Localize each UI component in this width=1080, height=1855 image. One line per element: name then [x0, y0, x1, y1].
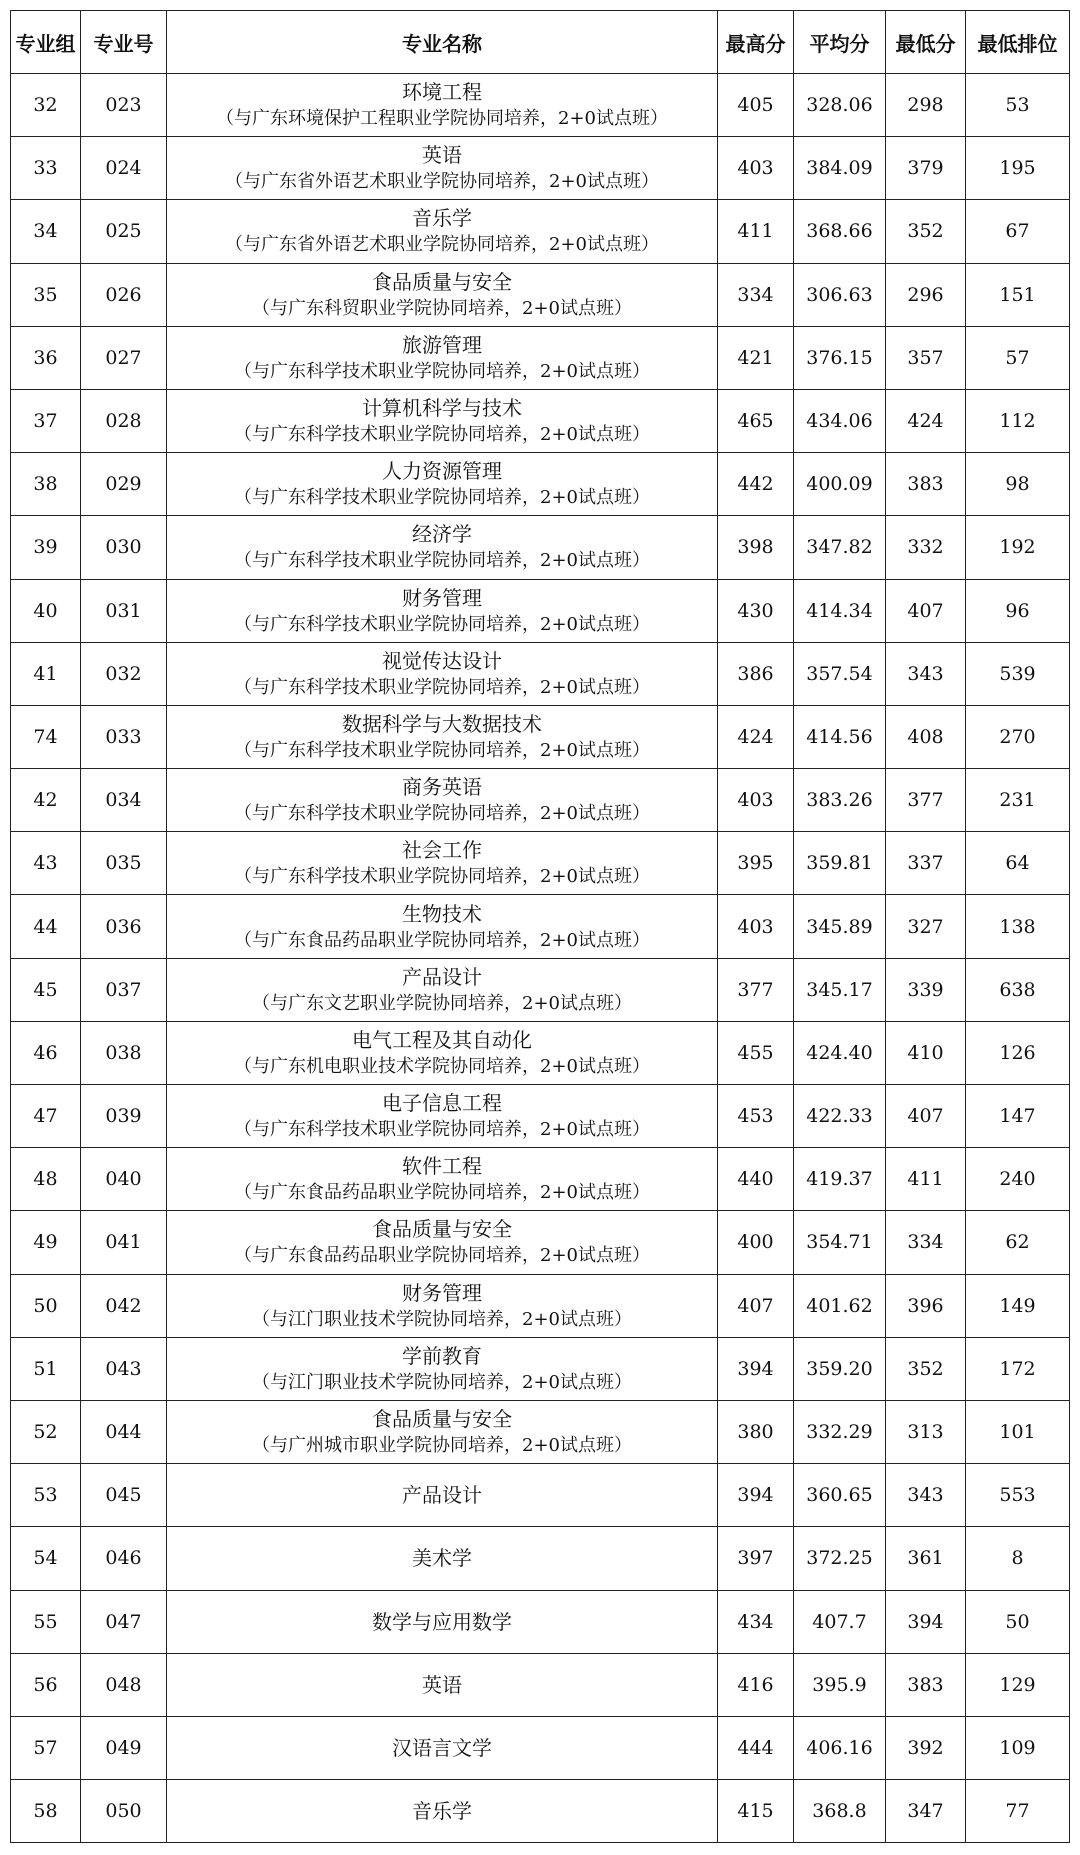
- cell-name: [167, 74, 718, 137]
- major-name: 音乐学: [412, 1799, 472, 1824]
- cell-group: 74: [11, 705, 81, 768]
- major-note: （与广东科学技术职业学院协同培养，2+0试点班）: [234, 613, 650, 635]
- cell-max: 434: [718, 1590, 794, 1653]
- cell-max: 430: [718, 579, 794, 642]
- cell-rank: 553: [966, 1464, 1070, 1527]
- cell-group: 34: [11, 200, 81, 263]
- table-row: [11, 958, 1070, 1021]
- cell-max: 380: [718, 1400, 794, 1463]
- cell-avg: 414.56: [794, 705, 886, 768]
- major-name: 软件工程: [402, 1154, 482, 1179]
- major-note: （与广东文艺职业学院协同培养，2+0试点班）: [252, 992, 632, 1014]
- cell-group: 54: [11, 1527, 81, 1590]
- cell-code: 045: [81, 1464, 167, 1527]
- cell-avg: 359.20: [794, 1337, 886, 1400]
- cell-max: 403: [718, 137, 794, 200]
- major-note: （与广东科学技术职业学院协同培养，2+0试点班）: [234, 1119, 650, 1141]
- cell-min: 339: [886, 958, 966, 1021]
- cell-min: 347: [886, 1780, 966, 1843]
- cell-name: [167, 263, 718, 326]
- cell-rank: 231: [966, 769, 1070, 832]
- major-name: 环境工程: [402, 80, 482, 105]
- cell-avg: 354.71: [794, 1211, 886, 1274]
- admission-score-table: [10, 10, 1070, 1843]
- cell-max: 416: [718, 1653, 794, 1716]
- cell-rank: 62: [966, 1211, 1070, 1274]
- table-row: [11, 769, 1070, 832]
- cell-name: [167, 1274, 718, 1337]
- cell-group: 58: [11, 1780, 81, 1843]
- major-note: （与江门职业技术学院协同培养，2+0试点班）: [252, 1308, 632, 1330]
- cell-code: 034: [81, 769, 167, 832]
- major-note: （与广东环境保护工程职业学院协同培养，2+0试点班）: [216, 108, 668, 130]
- major-note: （与广东省外语艺术职业学院协同培养，2+0试点班）: [225, 171, 659, 193]
- header-avg: 平均分: [794, 11, 886, 74]
- cell-max: 405: [718, 74, 794, 137]
- cell-group: 37: [11, 389, 81, 452]
- major-name: 音乐学: [412, 206, 472, 231]
- table-row: [11, 1464, 1070, 1527]
- cell-code: 037: [81, 958, 167, 1021]
- cell-code: 042: [81, 1274, 167, 1337]
- cell-min: 410: [886, 1021, 966, 1084]
- cell-avg: 395.9: [794, 1653, 886, 1716]
- major-note: （与广东科学技术职业学院协同培养，2+0试点班）: [234, 487, 650, 509]
- cell-min: 337: [886, 832, 966, 895]
- table-row: [11, 1085, 1070, 1148]
- table-row: [11, 263, 1070, 326]
- cell-rank: 101: [966, 1400, 1070, 1463]
- cell-code: 039: [81, 1085, 167, 1148]
- cell-group: 39: [11, 516, 81, 579]
- table-row: [11, 1527, 1070, 1590]
- cell-code: 041: [81, 1211, 167, 1274]
- major-name: 旅游管理: [402, 332, 482, 357]
- major-name: 数学与应用数学: [372, 1609, 512, 1634]
- cell-name: [167, 1400, 718, 1463]
- cell-max: 397: [718, 1527, 794, 1590]
- cell-min: 313: [886, 1400, 966, 1463]
- major-name: 产品设计: [402, 964, 482, 989]
- cell-name: [167, 1780, 718, 1843]
- cell-group: 42: [11, 769, 81, 832]
- major-note: （与广东科学技术职业学院协同培养，2+0试点班）: [234, 360, 650, 382]
- cell-name: [167, 832, 718, 895]
- cell-rank: 240: [966, 1148, 1070, 1211]
- cell-avg: 407.7: [794, 1590, 886, 1653]
- cell-avg: 422.33: [794, 1085, 886, 1148]
- cell-avg: 368.66: [794, 200, 886, 263]
- cell-name: [167, 1211, 718, 1274]
- cell-group: 51: [11, 1337, 81, 1400]
- table-row: [11, 642, 1070, 705]
- cell-rank: 8: [966, 1527, 1070, 1590]
- cell-group: 48: [11, 1148, 81, 1211]
- major-note: （与广东食品药品职业学院协同培养，2+0试点班）: [234, 1182, 650, 1204]
- major-note: （与广东食品药品职业学院协同培养，2+0试点班）: [234, 1245, 650, 1267]
- cell-name: [167, 895, 718, 958]
- header-name: 专业名称: [167, 11, 718, 74]
- cell-group: 45: [11, 958, 81, 1021]
- cell-code: 023: [81, 74, 167, 137]
- cell-rank: 57: [966, 326, 1070, 389]
- cell-min: 394: [886, 1590, 966, 1653]
- cell-group: 40: [11, 579, 81, 642]
- cell-max: 465: [718, 389, 794, 452]
- cell-avg: 357.54: [794, 642, 886, 705]
- cell-group: 43: [11, 832, 81, 895]
- cell-max: 440: [718, 1148, 794, 1211]
- table-row: [11, 1780, 1070, 1843]
- cell-name: [167, 1653, 718, 1716]
- cell-group: 38: [11, 453, 81, 516]
- major-note: （与广东科学技术职业学院协同培养，2+0试点班）: [234, 676, 650, 698]
- cell-group: 47: [11, 1085, 81, 1148]
- cell-rank: 638: [966, 958, 1070, 1021]
- major-name: 社会工作: [402, 838, 482, 863]
- cell-code: 028: [81, 389, 167, 452]
- cell-name: [167, 326, 718, 389]
- cell-min: 343: [886, 1464, 966, 1527]
- cell-avg: 347.82: [794, 516, 886, 579]
- major-name: 汉语言文学: [392, 1735, 492, 1760]
- cell-rank: 77: [966, 1780, 1070, 1843]
- cell-name: [167, 200, 718, 263]
- cell-max: 377: [718, 958, 794, 1021]
- cell-name: [167, 705, 718, 768]
- cell-avg: 328.06: [794, 74, 886, 137]
- cell-rank: 109: [966, 1716, 1070, 1779]
- header-min: 最低分: [886, 11, 966, 74]
- cell-min: 392: [886, 1716, 966, 1779]
- table-row: [11, 200, 1070, 263]
- cell-name: [167, 137, 718, 200]
- major-name: 英语: [422, 143, 462, 168]
- cell-code: 033: [81, 705, 167, 768]
- cell-min: 352: [886, 1337, 966, 1400]
- cell-min: 408: [886, 705, 966, 768]
- cell-max: 421: [718, 326, 794, 389]
- cell-min: 352: [886, 200, 966, 263]
- major-name: 英语: [422, 1672, 462, 1697]
- cell-max: 407: [718, 1274, 794, 1337]
- cell-code: 044: [81, 1400, 167, 1463]
- cell-code: 038: [81, 1021, 167, 1084]
- table-row: [11, 389, 1070, 452]
- cell-name: [167, 1148, 718, 1211]
- cell-min: 396: [886, 1274, 966, 1337]
- major-name: 食品质量与安全: [372, 1217, 512, 1242]
- table-row: [11, 1274, 1070, 1337]
- cell-max: 400: [718, 1211, 794, 1274]
- cell-name: [167, 1716, 718, 1779]
- cell-group: 36: [11, 326, 81, 389]
- table-row: [11, 1590, 1070, 1653]
- major-name: 美术学: [412, 1546, 472, 1571]
- cell-rank: 98: [966, 453, 1070, 516]
- cell-avg: 359.81: [794, 832, 886, 895]
- cell-avg: 414.34: [794, 579, 886, 642]
- major-name: 生物技术: [402, 901, 482, 926]
- cell-name: [167, 958, 718, 1021]
- cell-min: 411: [886, 1148, 966, 1211]
- table-row: [11, 1021, 1070, 1084]
- cell-max: 411: [718, 200, 794, 263]
- cell-code: 030: [81, 516, 167, 579]
- cell-avg: 406.16: [794, 1716, 886, 1779]
- cell-group: 32: [11, 74, 81, 137]
- cell-code: 032: [81, 642, 167, 705]
- cell-name: [167, 1021, 718, 1084]
- cell-rank: 149: [966, 1274, 1070, 1337]
- cell-rank: 195: [966, 137, 1070, 200]
- major-note: （与江门职业技术学院协同培养，2+0试点班）: [252, 1371, 632, 1393]
- cell-max: 444: [718, 1716, 794, 1779]
- cell-max: 403: [718, 895, 794, 958]
- table-body: [11, 74, 1070, 1843]
- cell-max: 395: [718, 832, 794, 895]
- table-row: [11, 1211, 1070, 1274]
- cell-rank: 67: [966, 200, 1070, 263]
- cell-name: [167, 389, 718, 452]
- major-note: （与广东科贸职业学院协同培养，2+0试点班）: [252, 297, 632, 319]
- cell-max: 334: [718, 263, 794, 326]
- cell-group: 46: [11, 1021, 81, 1084]
- cell-max: 453: [718, 1085, 794, 1148]
- cell-max: 386: [718, 642, 794, 705]
- table-row: [11, 705, 1070, 768]
- cell-min: 383: [886, 453, 966, 516]
- major-name: 计算机科学与技术: [362, 396, 522, 421]
- cell-group: 55: [11, 1590, 81, 1653]
- cell-avg: 332.29: [794, 1400, 886, 1463]
- cell-avg: 434.06: [794, 389, 886, 452]
- cell-max: 455: [718, 1021, 794, 1084]
- major-name: 经济学: [412, 522, 472, 547]
- major-name: 财务管理: [402, 585, 482, 610]
- cell-rank: 64: [966, 832, 1070, 895]
- cell-avg: 384.09: [794, 137, 886, 200]
- cell-name: [167, 769, 718, 832]
- cell-code: 048: [81, 1653, 167, 1716]
- major-name: 财务管理: [402, 1280, 482, 1305]
- cell-code: 040: [81, 1148, 167, 1211]
- cell-code: 043: [81, 1337, 167, 1400]
- major-name: 产品设计: [402, 1483, 482, 1508]
- table-row: [11, 1337, 1070, 1400]
- table-row: [11, 1148, 1070, 1211]
- major-note: （与广东科学技术职业学院协同培养，2+0试点班）: [234, 424, 650, 446]
- cell-name: [167, 516, 718, 579]
- cell-avg: 401.62: [794, 1274, 886, 1337]
- cell-code: 050: [81, 1780, 167, 1843]
- cell-avg: 372.25: [794, 1527, 886, 1590]
- cell-min: 332: [886, 516, 966, 579]
- cell-code: 027: [81, 326, 167, 389]
- cell-avg: 360.65: [794, 1464, 886, 1527]
- major-note: （与广东科学技术职业学院协同培养，2+0试点班）: [234, 866, 650, 888]
- cell-min: 296: [886, 263, 966, 326]
- cell-code: 049: [81, 1716, 167, 1779]
- cell-rank: 112: [966, 389, 1070, 452]
- major-note: （与广东科学技术职业学院协同培养，2+0试点班）: [234, 739, 650, 761]
- cell-name: [167, 1527, 718, 1590]
- cell-group: 50: [11, 1274, 81, 1337]
- cell-group: 35: [11, 263, 81, 326]
- cell-code: 031: [81, 579, 167, 642]
- major-name: 电气工程及其自动化: [352, 1027, 532, 1052]
- cell-name: [167, 1590, 718, 1653]
- cell-code: 025: [81, 200, 167, 263]
- cell-min: 424: [886, 389, 966, 452]
- cell-min: 407: [886, 579, 966, 642]
- table-row: [11, 579, 1070, 642]
- cell-min: 361: [886, 1527, 966, 1590]
- cell-group: 44: [11, 895, 81, 958]
- cell-group: 52: [11, 1400, 81, 1463]
- cell-max: 403: [718, 769, 794, 832]
- cell-avg: 376.15: [794, 326, 886, 389]
- cell-rank: 129: [966, 1653, 1070, 1716]
- header-group: 专业组: [11, 11, 81, 74]
- cell-name: [167, 642, 718, 705]
- header-row: [11, 11, 1070, 74]
- header-rank: 最低排位: [966, 11, 1070, 74]
- cell-avg: 345.89: [794, 895, 886, 958]
- cell-name: [167, 1337, 718, 1400]
- cell-max: 442: [718, 453, 794, 516]
- cell-rank: 147: [966, 1085, 1070, 1148]
- header-max: 最高分: [718, 11, 794, 74]
- cell-rank: 192: [966, 516, 1070, 579]
- major-name: 人力资源管理: [382, 459, 502, 484]
- cell-max: 394: [718, 1464, 794, 1527]
- cell-code: 036: [81, 895, 167, 958]
- cell-rank: 96: [966, 579, 1070, 642]
- table-row: [11, 832, 1070, 895]
- cell-name: [167, 1085, 718, 1148]
- major-note: （与广东省外语艺术职业学院协同培养，2+0试点班）: [225, 234, 659, 256]
- major-name: 学前教育: [402, 1343, 482, 1368]
- table-row: [11, 1400, 1070, 1463]
- cell-rank: 539: [966, 642, 1070, 705]
- cell-name: [167, 1464, 718, 1527]
- table-row: [11, 453, 1070, 516]
- table-row: [11, 1653, 1070, 1716]
- cell-avg: 400.09: [794, 453, 886, 516]
- cell-rank: 138: [966, 895, 1070, 958]
- cell-max: 394: [718, 1337, 794, 1400]
- cell-min: 383: [886, 1653, 966, 1716]
- cell-avg: 424.40: [794, 1021, 886, 1084]
- cell-min: 357: [886, 326, 966, 389]
- cell-min: 379: [886, 137, 966, 200]
- major-note: （与广东科学技术职业学院协同培养，2+0试点班）: [234, 550, 650, 572]
- cell-max: 415: [718, 1780, 794, 1843]
- cell-name: [167, 453, 718, 516]
- major-name: 电子信息工程: [382, 1091, 502, 1116]
- cell-code: 029: [81, 453, 167, 516]
- table-row: [11, 516, 1070, 579]
- major-note: （与广东机电职业技术学院协同培养，2+0试点班）: [234, 1055, 650, 1077]
- cell-group: 41: [11, 642, 81, 705]
- cell-group: 53: [11, 1464, 81, 1527]
- cell-code: 026: [81, 263, 167, 326]
- cell-rank: 126: [966, 1021, 1070, 1084]
- table-row: [11, 1716, 1070, 1779]
- cell-avg: 345.17: [794, 958, 886, 1021]
- header-code: 专业号: [81, 11, 167, 74]
- table-row: [11, 74, 1070, 137]
- cell-group: 57: [11, 1716, 81, 1779]
- major-name: 食品质量与安全: [372, 1407, 512, 1432]
- major-name: 数据科学与大数据技术: [342, 711, 542, 736]
- cell-rank: 50: [966, 1590, 1070, 1653]
- cell-avg: 306.63: [794, 263, 886, 326]
- major-name: 食品质量与安全: [372, 269, 512, 294]
- major-note: （与广东科学技术职业学院协同培养，2+0试点班）: [234, 803, 650, 825]
- cell-max: 424: [718, 705, 794, 768]
- cell-name: [167, 579, 718, 642]
- cell-rank: 151: [966, 263, 1070, 326]
- cell-avg: 368.8: [794, 1780, 886, 1843]
- cell-min: 327: [886, 895, 966, 958]
- cell-group: 49: [11, 1211, 81, 1274]
- cell-min: 298: [886, 74, 966, 137]
- cell-code: 024: [81, 137, 167, 200]
- cell-code: 047: [81, 1590, 167, 1653]
- table-row: [11, 137, 1070, 200]
- cell-rank: 53: [966, 74, 1070, 137]
- major-note: （与广州城市职业学院协同培养，2+0试点班）: [252, 1435, 632, 1457]
- cell-group: 33: [11, 137, 81, 200]
- table-row: [11, 895, 1070, 958]
- cell-code: 046: [81, 1527, 167, 1590]
- cell-min: 377: [886, 769, 966, 832]
- table-row: [11, 326, 1070, 389]
- cell-group: 56: [11, 1653, 81, 1716]
- cell-avg: 383.26: [794, 769, 886, 832]
- cell-rank: 270: [966, 705, 1070, 768]
- cell-min: 343: [886, 642, 966, 705]
- major-note: （与广东食品药品职业学院协同培养，2+0试点班）: [234, 929, 650, 951]
- cell-min: 334: [886, 1211, 966, 1274]
- major-name: 商务英语: [402, 775, 482, 800]
- cell-avg: 419.37: [794, 1148, 886, 1211]
- major-name: 视觉传达设计: [382, 648, 502, 673]
- cell-rank: 172: [966, 1337, 1070, 1400]
- cell-max: 398: [718, 516, 794, 579]
- cell-code: 035: [81, 832, 167, 895]
- cell-min: 407: [886, 1085, 966, 1148]
